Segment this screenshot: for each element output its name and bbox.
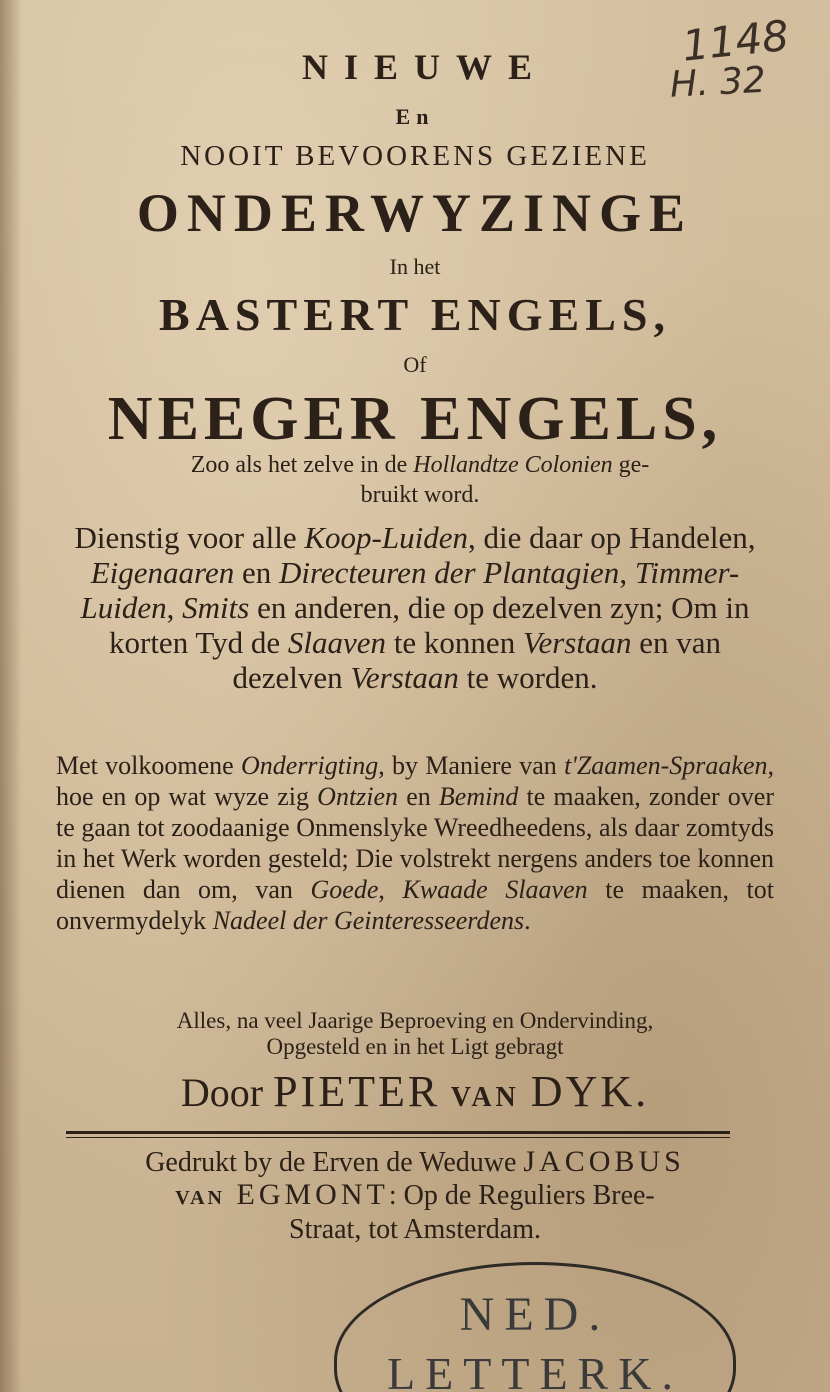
note-line-1: Alles, na veel Jaarige Beproeving en Ondervinding, bbox=[176, 1008, 654, 1033]
note-paragraph bbox=[56, 1008, 774, 1060]
divider-rule-thin bbox=[66, 1137, 730, 1138]
author-line: Door PIETER VAN DYK. bbox=[180, 1067, 650, 1116]
title-line-bastert-engels: BASTERT ENGELS, bbox=[159, 289, 671, 340]
title-line-nooit: NOOIT BEVOORENS GEZIENE bbox=[180, 140, 650, 172]
title-line-en: En bbox=[395, 104, 435, 129]
instruction-paragraph: Met volkoomene Onderrigting, by Maniere van t'Zaamen-Spraaken, hoe en op wat wyze zig Ontzien en Bemind te maaken, zonder over te gaan tot zoodaanige Onmenslyke Wreedheedens, als daar zomtyds in het Werk worden gesteld; Die volstrekt nergens anders toe konnen dienen dan om, van Goede, Kwaade Slaaven te maaken, tot onvermydelyk Nadeel der Geinteresseerdens. bbox=[56, 751, 775, 935]
divider-rule-thick bbox=[66, 1131, 730, 1134]
shelfmark-number: 1148 bbox=[679, 10, 792, 71]
subtitle-paragraph: Zoo als het zelve in de Hollandtze Colonien ge- bruikt word. bbox=[190, 452, 650, 508]
title-line-of: Of bbox=[403, 352, 427, 377]
library-stamp bbox=[334, 1262, 736, 1392]
imprint-paragraph: Gedrukt by de Erven de Weduwe JACOBUS VAN EGMONT: Op de Reguliers Bree- Straat, tot Amsterdam. bbox=[145, 1145, 685, 1245]
stamp-line-2: LETTERK. bbox=[387, 1348, 683, 1392]
note-line-2: Opgesteld en in het Ligt gebragt bbox=[266, 1034, 564, 1059]
title-line-onderwyzinge: ONDERWYZINGE bbox=[136, 183, 694, 243]
title-line-in-het: In het bbox=[389, 254, 441, 279]
title-line-neeger-engels: NEEGER ENGELS, bbox=[107, 385, 723, 453]
description-paragraph: Dienstig voor alle Koop-Luiden, die daar op Handelen, Eigenaaren en Directeuren der Plantagien, Timmer-Luiden, Smits en anderen, die op dezelven zyn; Om in korten Tyd de Slaaven te konnen Verstaan en van dezelven Verstaan te worden. bbox=[74, 520, 756, 695]
title-line-nieuwe: NIEUWE bbox=[301, 47, 549, 87]
shelfmark-code: H. 32 bbox=[668, 59, 767, 106]
stamp-line-1: NED. bbox=[459, 1288, 611, 1341]
